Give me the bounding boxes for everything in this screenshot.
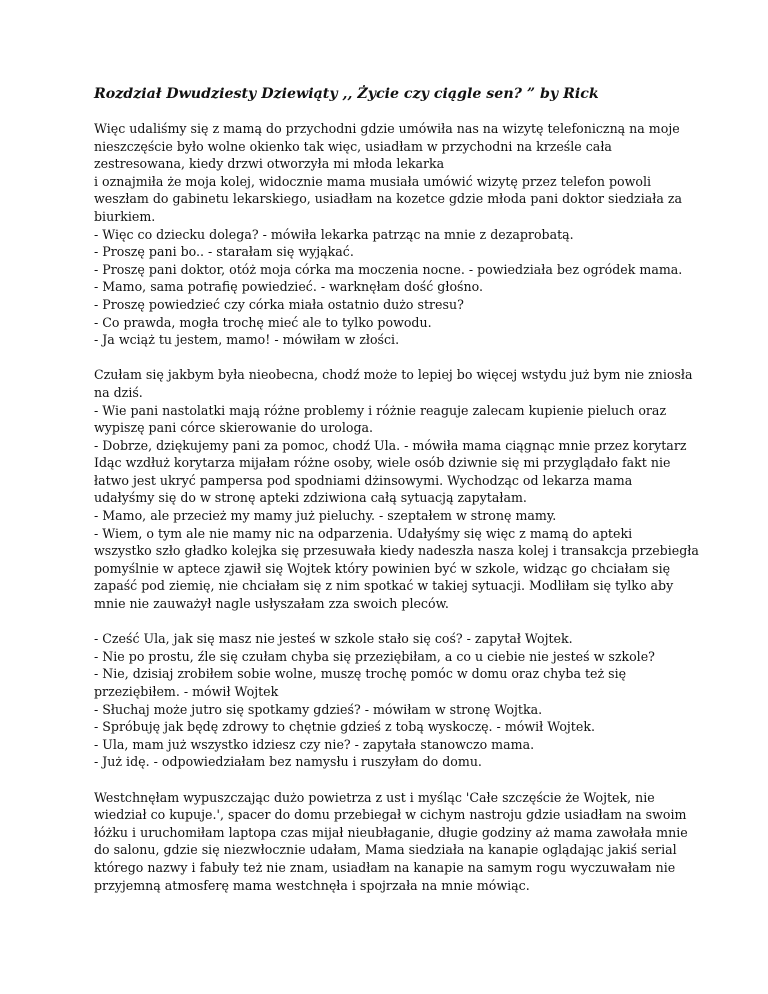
paragraph-pharmacy [94,366,699,612]
text-line: - Nie, dzisiaj zrobiłem sobie wolne, muszę trochę pomóc w domu oraz chyba też się [94,666,627,682]
text-line: - Nie po prostu, źle się czułam chyba się przeziębiłam, a co u ciebie nie jesteś w szkole? [94,648,655,664]
text-line: mnie nie zauważył nagle usłyszałam zza swoich pleców. [94,596,449,612]
text-line: wszystko szło gładko kolejka się przesuwała kiedy nadeszła nasza kolej i transakcja przebiegła [94,543,699,559]
text-line: pomyślnie w aptece zjawił się Wojtek który powinien być w szkole, widząc go chciałam się [94,560,671,576]
text-line: Westchnęłam wypuszczając dużo powietrza z ust i myśląc 'Całe szczęście że Wojtek, nie [94,789,655,805]
text-line: Więc udaliśmy się z mamą do przychodni gdzie umówiła nas na wizytę telefoniczną na moje [94,121,680,136]
chapter-title: Rozdział Dwudziesty Dziewiąty ,, Życie czy ciągle sen? ” by Rick [94,86,599,102]
text-line: - Ja wciąż tu jestem, mamo! - mówiłam w złości. [94,332,400,348]
text-line: Czułam się jakbym była nieobecna, chodź może to lepiej bo więcej wstydu już bym nie zniosła [94,367,693,383]
paragraph-doctor-visit [94,120,684,349]
text-line: nieszczęście było wolne okienko tak więc, usiadłam w przychodni na krześle cała [94,138,612,154]
text-line: - Mamo, sama potrafię powiedzieć. - warknęłam dość głośno. [94,279,483,295]
text-line: weszłam do gabinetu lekarskiego, usiadłam na kozetce gdzie młoda pani doktor siedziała za [94,191,682,207]
text-line: zapaść pod ziemię, nie chciałam się z nim spotkać w takiej sytuacji. Modliłam się tylko aby [94,578,674,594]
text-line: - Więc co dziecku dolega? - mówiła lekarka patrząc na mnie z dezaprobatą. [94,226,574,242]
text-line: łóżku i uruchomiłam laptopa czas mijał nieubłaganie, długie godziny aż mama zawołała mnie [94,824,688,840]
text-line: - Ula, mam już wszystko idziesz czy nie? - zapytała stanowczo mama. [94,736,535,752]
text-line: którego nazwy i fabuły też nie znam, usiadłam na kanapie na samym rogu wyczuwałam nie [94,859,676,875]
text-line: zestresowana, kiedy drzwi otworzyła mi młoda lekarka [94,156,445,172]
text-line: łatwo jest ukryć pampersa pod spodniami dżinsowymi. Wychodząc od lekarza mama [94,472,633,488]
text-line: - Spróbuję jak będę zdrowy to chętnie gdzieś z tobą wyskoczę. - mówił Wojtek. [94,719,595,735]
text-line: - Dobrze, dziękujemy pani za pomoc, chodź Ula. - mówiła mama ciągnąc mnie przez korytarz [94,437,687,453]
text-line: wiedział co kupuje.', spacer do domu przebiegał w cichym nastroju gdzie usiadłam na swoim [94,807,687,823]
paragraph-dialogue-wojtek [94,630,684,771]
text-line: - Wiem, o tym ale nie mamy nic na odparzenia. Udałyśmy się więc z mamą do apteki [94,525,633,541]
text-line: na dziś. [94,384,143,400]
text-line: - Proszę pani bo.. - starałam się wyjąkać. [94,244,354,260]
text-line: - Cześć Ula, jak się masz nie jesteś w szkole stało się coś? - zapytał Wojtek. [94,631,573,647]
text-line: - Już idę. - odpowiedziałam bez namysłu i ruszyłam do domu. [94,754,482,770]
text-line: - Proszę pani doktor, otóż moja córka ma moczenia nocne. - powiedziała bez ogródek mama. [94,261,683,277]
text-line: przyjemną atmosferę mama westchnęła i spojrzała na mnie mówiąc. [94,877,530,893]
text-line: - Słuchaj może jutro się spotkamy gdzieś? - mówiłam w stronę Wojtka. [94,701,543,717]
text-line: wypiszę pani córce skierowanie do urologa. [94,420,374,436]
text-line: biurkiem. [94,208,156,224]
text-line: udałyśmy się do w stronę apteki zdziwiona całą sytuacją zapytałam. [94,490,527,506]
text-line: - Proszę powiedzieć czy córka miała ostatnio dużo stresu? [94,296,464,312]
paragraph-home [94,789,688,895]
text-line: Idąc wzdłuż korytarza mijałam różne osoby, wiele osób dziwnie się mi przyglądało fakt nie [94,455,671,471]
document-page [94,84,699,912]
text-line: - Mamo, ale przecież my mamy już pieluchy. - szeptałem w stronę mamy. [94,508,557,524]
text-line: - Wie pani nastolatki mają różne problemy i różnie reaguje zalecam kupienie pieluch oraz [94,402,667,418]
text-line: - Co prawda, mogła trochę mieć ale to tylko powodu. [94,314,432,330]
text-line: do salonu, gdzie się niezwłocznie udałam, Mama siedziała na kanapie oglądając jakiś serial [94,842,677,858]
text-line: przeziębiłem. - mówił Wojtek [94,684,279,699]
text-line: i oznajmiła że moja kolej, widocznie mama musiała umówić wizytę przez telefon powoli [94,173,652,189]
